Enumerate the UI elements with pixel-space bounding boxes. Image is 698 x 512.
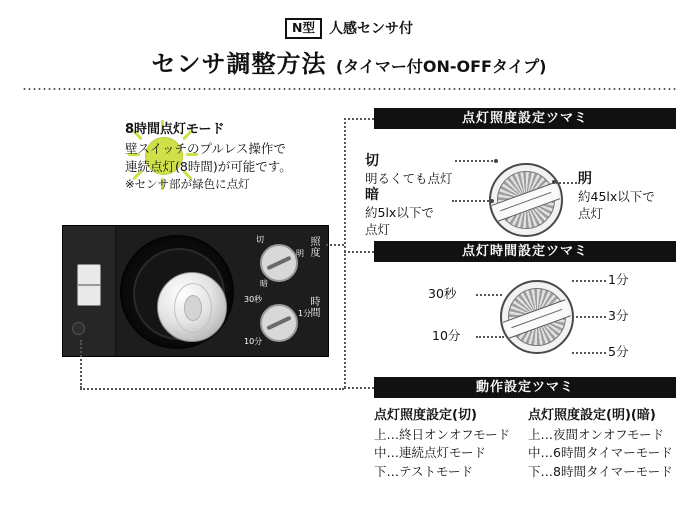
page-title-sub: (タイマー付ON-OFFタイプ) [335,57,547,76]
label-dark-desc1: 約5lx以下で [365,204,434,220]
illuminance-knob-graphic [489,163,563,237]
connector-device-left [80,340,82,388]
connector-device-top [326,244,344,246]
device-time-dial[interactable] [260,304,298,342]
header-divider [22,88,676,90]
device-tick-bright: 明 [296,249,304,258]
connector-to-section3 [344,387,374,389]
label-3m: 3分 [608,308,629,323]
note-line3: 連続点灯(8時間)が可能です。 [125,158,292,174]
connector-to-section2 [344,251,374,253]
device-dial-label-illuminance: 照度 [310,237,321,259]
leader-bright-dot [552,180,556,184]
device-left-panel [63,226,116,356]
leader-3m [576,316,606,318]
header-line1 [0,18,698,39]
operation-column-off-row1: 上…終日オンオフモード [374,426,511,442]
section-heading-operation: 動作設定ツマミ [374,377,676,398]
label-bright-desc1: 約45lx以下で [578,188,655,204]
leader-10m [476,336,504,338]
label-5m: 5分 [608,344,629,359]
leader-30s [476,294,502,296]
connector-to-section1 [344,118,374,120]
sensor-lens-outer [120,235,234,349]
device-illuminance-dial[interactable] [260,244,298,282]
operation-column-bright-dark-row2: 中…6時間タイマーモード [528,445,673,461]
operation-column-bright-dark-row1: 上…夜間オンオフモード [528,426,665,442]
page-title-main: センサ調整方法 [151,50,327,78]
label-dark-desc2: 点灯 [365,221,391,237]
operation-column-bright-dark-title: 点灯照度設定(明)(暗) [528,408,656,423]
leader-off-dot [494,159,498,163]
label-off-title: 切 [365,153,379,169]
device-screw-icon [72,322,85,335]
leader-dark-dot [490,199,494,203]
operation-column-bright-dark [528,406,693,482]
operation-column-off-row2: 中…連続点灯モード [374,445,487,461]
operation-column-off [374,406,524,482]
device-time-dial-slot [266,316,291,331]
label-off-desc: 明るくても点灯 [365,170,453,186]
device-dial-label-time: 時間 [310,297,321,319]
device-tick-30s: 30秒 [244,295,263,304]
sensor-device-illustration [62,225,329,357]
sensor-lens-ring [133,248,225,340]
sensor-lens-dome [157,272,227,342]
connector-trunk [344,118,346,388]
device-tick-1m: 1分 [298,309,312,318]
device-tick-off: 切 [256,235,264,244]
header-subtitle: 人感センサ付 [328,21,413,38]
label-10m: 10分 [432,328,461,343]
time-knob-graphic [500,280,574,354]
note-line2: 壁スイッチのプルレス操作で [125,140,286,156]
model-badge: N型 [285,18,322,39]
label-30s: 30秒 [428,286,457,301]
leader-bright [556,182,580,184]
device-tick-dark: 暗 [260,279,268,288]
device-dial-area [244,232,322,350]
page-title [0,44,698,79]
operation-column-bright-dark-row3: 下…8時間タイマーモード [528,464,673,479]
label-bright-title: 明 [578,171,592,187]
label-off [365,152,485,188]
leader-1m [572,280,606,282]
label-bright [578,170,698,223]
eight-hour-mode-note [125,120,330,193]
label-bright-desc2: 点灯 [578,205,604,221]
leader-dark [452,200,492,202]
section-heading-time: 点灯時間設定ツマミ [374,241,676,262]
note-title: 8時間点灯モード [125,122,225,137]
operation-column-off-title: 点灯照度設定(切) [374,408,477,423]
label-dark-title: 暗 [365,187,379,203]
leader-off [455,160,493,162]
operation-column-off-row3: 下…テストモード [374,464,474,479]
wall-switch-icon [77,264,101,306]
label-dark [365,186,485,239]
label-1m: 1分 [608,272,629,287]
leader-5m [572,352,606,354]
note-line4: ※センサ部が緑色に点灯 [125,177,250,192]
device-tick-10m: 10分 [244,337,263,346]
connector-device-bottom [80,388,344,390]
section-heading-illuminance: 点灯照度設定ツマミ [374,108,676,129]
device-illuminance-dial-slot [266,256,291,271]
